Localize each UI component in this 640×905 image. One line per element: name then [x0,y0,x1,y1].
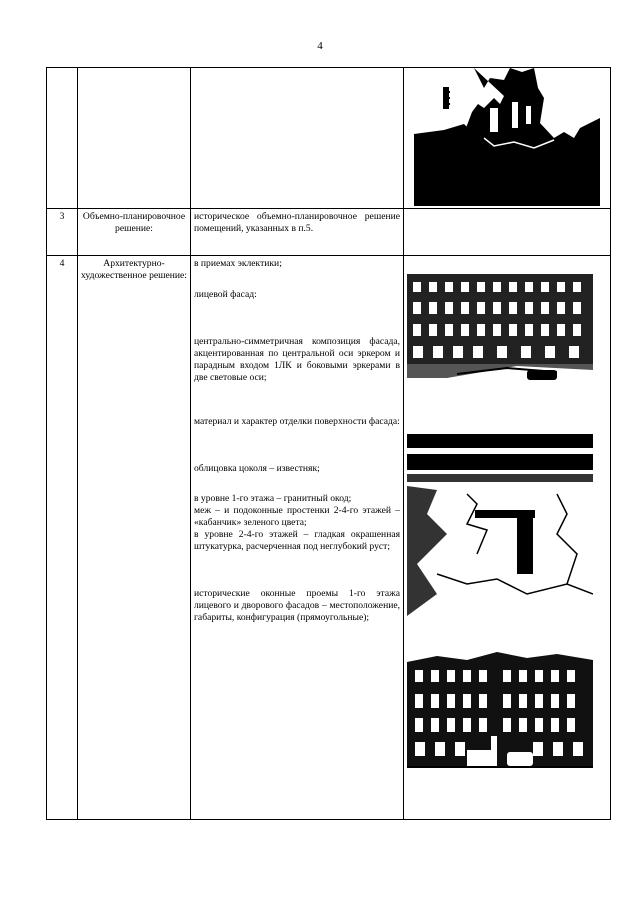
description-paragraph: облицовка цоколя – известняк; [194,463,320,474]
table-row [47,68,611,209]
row-number: 3 [47,209,78,256]
description-paragraph: меж – и подоконные простенки 2-4-го этажей – «кабанчик» зеленого цвета; [194,505,400,528]
row-description [191,68,404,209]
description-paragraph: лицевой фасад: [194,289,257,300]
row-name: Архитектурно-художественное решение: [78,256,191,820]
description-paragraph: в уровне 2-4-го этажей – гладкая окрашенная штукатурка, расчерченная под неглубокий руст; [194,529,400,552]
document-table [46,67,611,820]
facade-front-photo [407,648,593,780]
row-number [47,68,78,209]
table-row [47,256,611,820]
description-paragraph: материал и характер отделки поверхности фасада: [194,416,400,427]
description-paragraph: в приемах эклектики; [194,258,282,269]
row-image-cell [404,209,611,256]
row-name: Объемно-планировочное решение: [78,209,191,256]
description-paragraph: центрально-симметричная композиция фасада, акцентированная по центральной оси эркером и парадным входом 1ЛК и боковыми эркерами в две световые оси; [194,336,400,383]
row-image-cell [404,68,611,209]
row-image-cell [404,256,611,820]
page-number: 4 [317,40,323,52]
facade-street-photo [407,266,593,398]
description-paragraph: в уровне 1-го этажа – гранитный окод; [194,493,352,504]
description-paragraph: исторические оконные проемы 1-го этажа лицевого и дворового фасадов – местоположение, габариты, конфигурация (прямоугольные); [194,588,400,623]
plinth-detail-photo [407,434,593,616]
row-description [191,256,404,820]
row-name [78,68,191,209]
table-row [47,209,611,256]
row-description [191,209,404,256]
building-entrance-photo [414,68,600,206]
description-paragraph: историческое объемно-планировочное решение помещений, указанных в п.5. [194,211,400,234]
row-number: 4 [47,256,78,820]
